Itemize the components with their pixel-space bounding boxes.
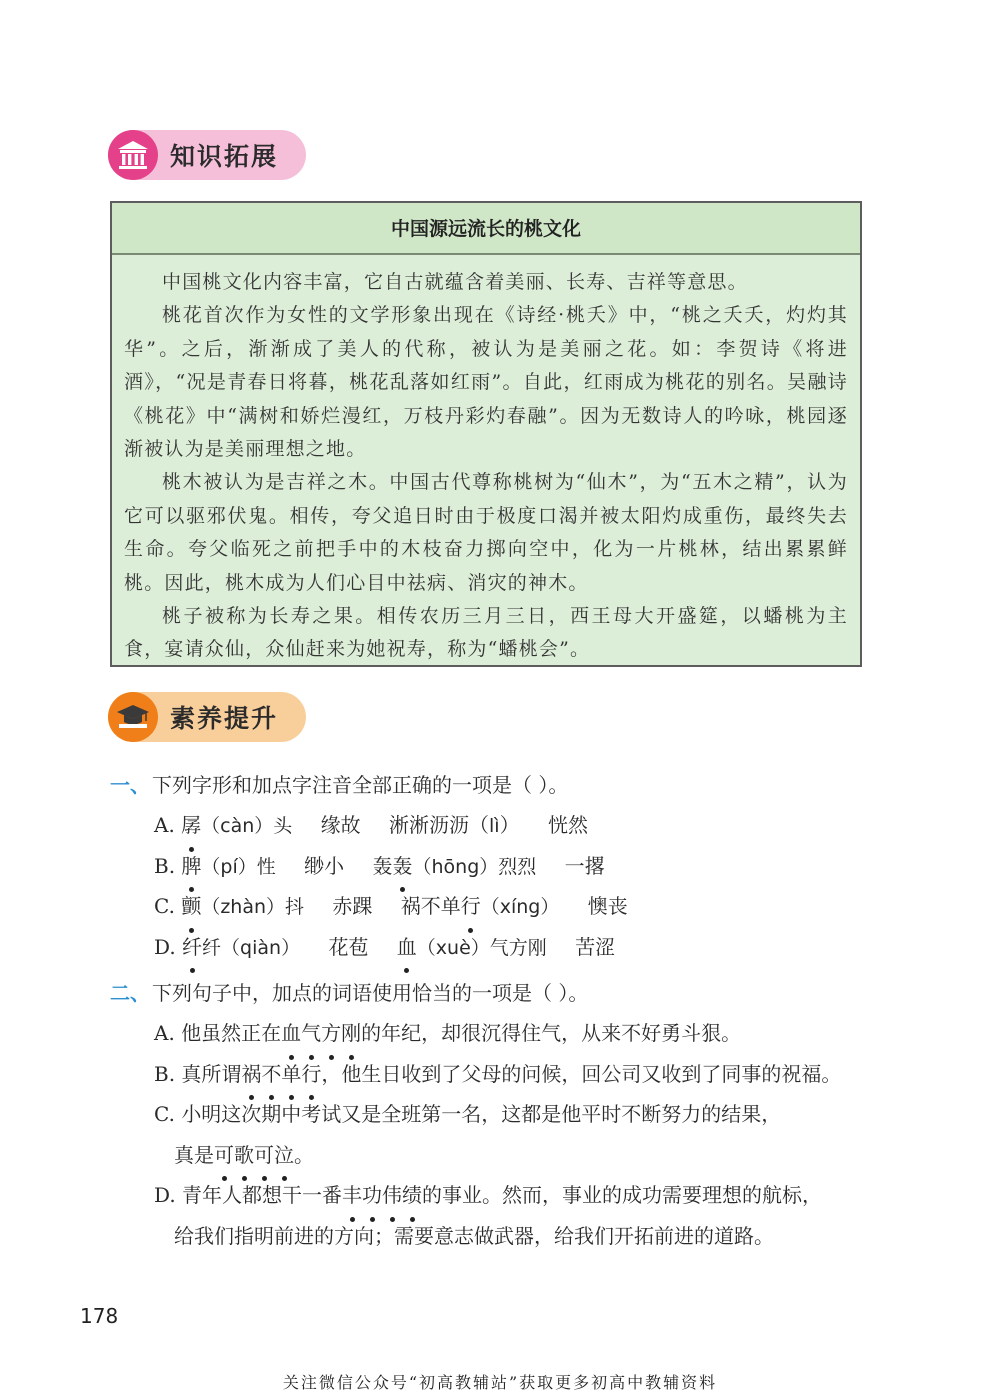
dotted-char: 伟 bbox=[382, 1175, 402, 1216]
option-d: D. 纤纤（qiàn） 花苞 血（xuè）气方刚 苦涩 bbox=[154, 927, 628, 968]
dotted-char: 轰 bbox=[392, 846, 412, 887]
box-title: 中国源远流长的桃文化 bbox=[112, 203, 860, 255]
dotted-char: 可 bbox=[214, 1135, 234, 1176]
box-body bbox=[112, 255, 860, 667]
dotted-phrase bbox=[214, 1143, 294, 1167]
museum-icon bbox=[108, 130, 158, 180]
dotted-phrase bbox=[281, 1021, 361, 1045]
box-paragraph: 桃子被称为长寿之果。相传农历三月三日，西王母大开盛筵，以蟠桃为主食，宴请众仙，众仙赶来为她祝寿，称为“蟠桃会”。 bbox=[124, 605, 848, 661]
literacy-improvement-banner bbox=[108, 692, 306, 742]
option-c: C. 小明这次期中考试又是全班第一名，这都是他平时不断努力的结果， 真是可歌可泣。 bbox=[154, 1094, 841, 1175]
dotted-char: 不 bbox=[261, 1054, 281, 1095]
dotted-char: 绩 bbox=[402, 1175, 422, 1216]
dotted-char: 可 bbox=[254, 1135, 274, 1176]
question-stem: 下列句子中，加点的词语使用恰当的一项是（ ）。 bbox=[152, 981, 589, 1005]
dotted-char: 血 bbox=[281, 1013, 301, 1054]
dotted-char: 单 bbox=[281, 1054, 301, 1095]
option-c: C. 颤（zhàn）抖 赤踝 祸不单行（xíng） 懊丧 bbox=[154, 886, 628, 927]
option-a: A. 孱（càn）头 缘故 淅淅沥沥（lì） 恍然 bbox=[154, 805, 628, 846]
footer-note: 关注微信公众号“初高教辅站”获取更多初高中教辅资料 bbox=[282, 1373, 718, 1392]
dotted-char: 刚 bbox=[341, 1013, 361, 1054]
dotted-char: 纤 bbox=[182, 927, 202, 968]
dotted-char: 方 bbox=[321, 1013, 341, 1054]
dotted-char: 行 bbox=[461, 886, 481, 927]
option-b: B. 脾（pí）性 缈小 轰轰（hōng）烈烈 一撂 bbox=[154, 846, 628, 887]
box-paragraph: 中国桃文化内容丰富，它自古就蕴含着美丽、长寿、吉祥等意思。 bbox=[162, 271, 748, 293]
dotted-char: 祸 bbox=[241, 1054, 261, 1095]
dotted-char: 功 bbox=[362, 1175, 382, 1216]
knowledge-expansion-banner bbox=[108, 130, 306, 180]
dotted-char: 泣 bbox=[274, 1135, 294, 1176]
peach-culture-box bbox=[110, 201, 862, 667]
option-d: D. 青年人都想干一番丰功伟绩的事业。然而，事业的成功需要理想的航标， 给我们指明前进的方向；需要意志做武器，给我们开拓前进的道路。 bbox=[154, 1175, 841, 1256]
question-1 bbox=[110, 765, 628, 967]
question-2 bbox=[110, 973, 841, 1256]
option-b: B. 真所谓祸不单行，他生日收到了父母的问候，回公司又收到了同事的祝福。 bbox=[154, 1054, 841, 1095]
dotted-char: 歌 bbox=[234, 1135, 254, 1176]
question-number: 一、 bbox=[110, 773, 150, 797]
dotted-char: 气 bbox=[301, 1013, 321, 1054]
box-paragraph: 桃花首次作为女性的文学形象出现在《诗经·桃夭》中，“桃之夭夭，灼灼其华”。之后，渐渐成了美人的代称，被认为是美丽之花。如：李贺诗《将进酒》，“况是青春日将暮，桃花乱落如红雨”。自此，红雨成为桃花的别名。吴融诗《桃花》中“满树和娇烂漫红，万枝丹彩灼春融”。因为无数诗人的吟咏，桃园逐渐被认为是美丽理想之地。 bbox=[124, 304, 848, 461]
dotted-char: 行 bbox=[301, 1054, 321, 1095]
question-number: 二、 bbox=[110, 981, 150, 1005]
dotted-char: 脾 bbox=[181, 846, 201, 887]
option-a: A. 他虽然正在血气方刚的年纪，却很沉得住气，从来不好勇斗狠。 bbox=[154, 1013, 841, 1054]
skills-banner-title: 素养提升 bbox=[170, 704, 279, 733]
box-paragraph: 桃木被认为是吉祥之木。中国古代尊称桃树为“仙木”，为“五木之精”，认为它可以驱邪伏鬼。相传，夸父追日时由于极度口渴并被太阳灼成重伤，最终失去生命。夸父临死之前把手中的木枝奋力掷向空中，化为一片桃林，结出累累鲜桃。因此，桃木成为人们心目中祛病、消灾的神木。 bbox=[124, 471, 848, 594]
page-number: 178 bbox=[80, 1304, 119, 1328]
dotted-char: 孱 bbox=[181, 805, 201, 846]
dotted-phrase bbox=[241, 1062, 321, 1086]
graduation-cap-icon bbox=[108, 692, 158, 742]
question-stem: 下列字形和加点字注音全部正确的一项是（ ）。 bbox=[152, 773, 569, 797]
dotted-char: 丰 bbox=[342, 1175, 362, 1216]
knowledge-banner-title: 知识拓展 bbox=[170, 142, 279, 171]
dotted-char: 血 bbox=[397, 927, 417, 968]
dotted-phrase bbox=[342, 1183, 422, 1207]
dotted-char: 颤 bbox=[181, 886, 201, 927]
